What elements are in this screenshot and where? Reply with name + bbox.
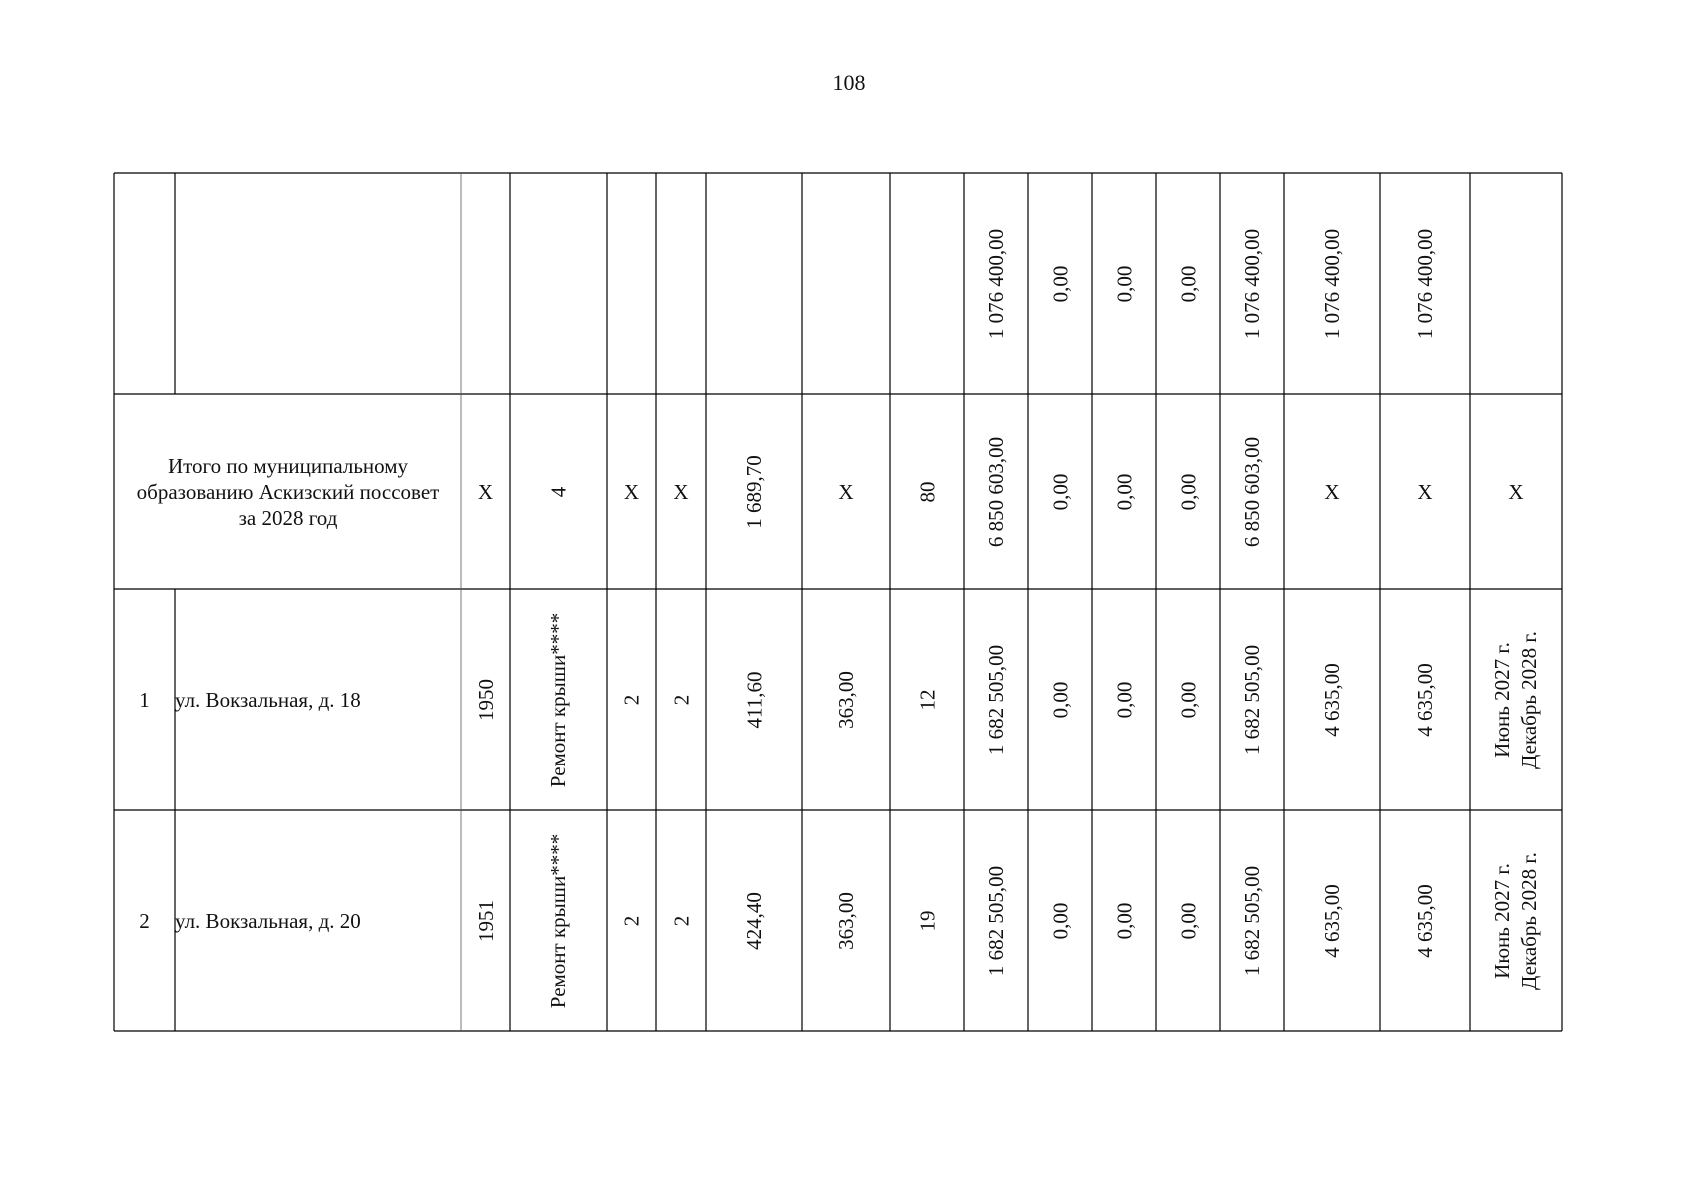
table-cell: X [1508, 479, 1524, 504]
table-cell: 424,40 [742, 891, 766, 950]
row-number: 2 [139, 908, 150, 933]
table-cell: X [623, 479, 640, 504]
table-cell: 1 076 400,00 [1240, 228, 1264, 339]
table-cell: 6 850 603,00 [984, 436, 1008, 547]
table-cell: 0,00 [1048, 473, 1072, 510]
page-number: 108 [832, 70, 866, 95]
address: ул. Вокзальная, д. 20 [175, 908, 361, 933]
table-cell: 1 076 400,00 [1320, 228, 1344, 339]
table-cell: 0,00 [1112, 902, 1136, 939]
table-cell: 2 [619, 694, 644, 705]
table-cell: 1 682 505,00 [984, 644, 1008, 755]
table-cell: 0,00 [1048, 265, 1072, 302]
table-cell: 1 076 400,00 [984, 228, 1008, 339]
period-cell: Июнь 2027 г. Декабрь 2028 г. [1490, 630, 1541, 769]
table-cell: X [1417, 479, 1433, 504]
table-cell: Ремонт крыши**** [546, 612, 571, 787]
row-number: 1 [139, 687, 150, 712]
table-cell: 1 682 505,00 [1240, 865, 1264, 976]
table-cell: X [477, 479, 494, 504]
table-cell: 2 [619, 915, 644, 926]
table-cell: 0,00 [1176, 902, 1200, 939]
table-cell: 0,00 [1112, 681, 1136, 718]
table-cell: 4 635,00 [1320, 883, 1344, 958]
table-cell: 0,00 [1112, 473, 1136, 510]
table-cell: X [1324, 479, 1340, 504]
table-cell: 411,60 [741, 671, 766, 728]
table-cell: X [673, 479, 689, 504]
table-cell: 0,00 [1176, 681, 1200, 718]
table-cell: 1 682 505,00 [984, 865, 1008, 976]
table-cell: 2 [669, 694, 693, 705]
table-cell: 363,00 [834, 891, 858, 950]
table-cell: 12 [915, 689, 939, 710]
table-cell: 0,00 [1048, 681, 1072, 718]
table-cell: 1 682 505,00 [1240, 644, 1264, 755]
table-cell: 80 [915, 481, 939, 502]
address: ул. Вокзальная, д. 18 [175, 687, 361, 712]
table-cell: 1 076 400,00 [1413, 228, 1437, 339]
table-cell: 363,00 [834, 670, 858, 729]
table-cell: 4 [546, 486, 571, 497]
table-cell: 4 635,00 [1413, 883, 1437, 958]
table-cell: 0,00 [1176, 265, 1200, 302]
table-cell: 6 850 603,00 [1240, 436, 1264, 547]
table-cell: 4 635,00 [1413, 662, 1437, 737]
table-cell: Ремонт крыши**** [546, 833, 571, 1008]
table-cell: 0,00 [1048, 902, 1072, 939]
total-label: Итого по муниципальному образованию Аскизский поссовет за 2028 год [136, 453, 440, 530]
table-cell: X [838, 479, 854, 504]
table-cell: 2 [669, 915, 693, 926]
table-cell: 0,00 [1176, 473, 1200, 510]
table-cell: 0,00 [1112, 265, 1136, 302]
table-cell: 1 689,70 [742, 454, 766, 529]
period-cell: Июнь 2027 г. Декабрь 2028 г. [1490, 851, 1541, 990]
table-cell: 19 [915, 910, 939, 931]
table-cell: 4 635,00 [1320, 662, 1344, 737]
table-cell: 1950 [473, 678, 498, 721]
table-cell: 1951 [473, 899, 498, 942]
